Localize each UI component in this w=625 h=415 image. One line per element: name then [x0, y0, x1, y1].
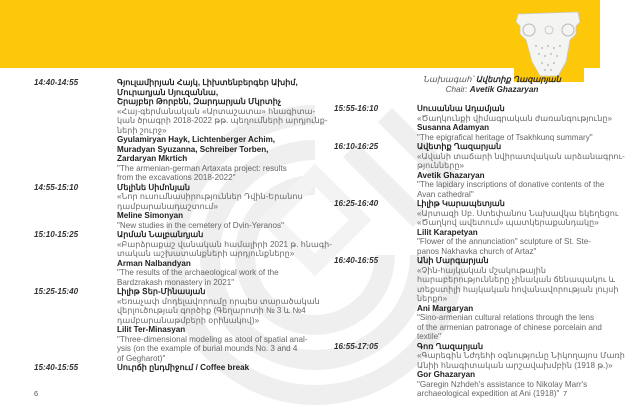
talk-title-line: from the excavations 2018-2022" — [117, 173, 236, 182]
slot-time: 16:40-16:55 — [334, 256, 379, 265]
talk-title-line: "The results of the archaeological work of the — [117, 268, 279, 277]
talk-title-line: վերլուծության գործիք (Գեղարոտի № 3 և №4 — [117, 306, 306, 315]
talk-title-line: "Three-dimensional modeling as atool of spatial anal- — [117, 334, 308, 344]
chair-label-en: Chair: — [445, 84, 468, 94]
talk-title-line: "Sino-armenian cultural relations through the lens — [417, 313, 594, 322]
talk-title-line: «Հայ-գերմանական «Արտաշատա» հնագիտա- — [117, 106, 316, 116]
speaker-or-title-line: Muradyan Syuzanna, Schreiber Torben, — [117, 144, 269, 154]
talk-title-line: Անիի հնագիտական արշավախմբին (1918 թ.)» — [417, 360, 613, 370]
slot-body — [117, 182, 303, 231]
slot-body — [417, 199, 619, 256]
speaker-or-title-line: Լիլիթ Տեր-Մինասյան — [117, 287, 206, 296]
talk-title-line: panos Nakhavka church of Artaz" — [417, 246, 537, 256]
talk-title-line: «Ավանի տաճարի նվիրատվական արձանագրու- — [417, 151, 625, 161]
slot-body — [117, 287, 320, 363]
speaker-or-title-line: Արման Նալբանդյան — [117, 230, 204, 239]
talk-title-line: «Բարձրաքաշ վանական համալիրի 2021 թ. հնագի- — [117, 239, 332, 249]
slot-body — [117, 363, 299, 373]
talk-title-line: of the armenian patronage of chinese porcelain and — [417, 322, 602, 332]
talk-title-line: Bardzrakash monastery in 2021" — [117, 277, 235, 287]
right-page — [300, 0, 625, 405]
speaker-or-title-line: Ավետիք Ղազարյան — [417, 142, 502, 151]
slot-body — [417, 142, 625, 199]
chair-line-en — [392, 85, 592, 95]
slot-time: 14:55-15:10 — [34, 182, 79, 192]
speaker-or-title-line: Մուրադյան Սյուզաննա, — [117, 87, 219, 97]
slot-body — [117, 230, 332, 287]
speaker-or-title-line: Gor Ghazaryan — [417, 370, 476, 379]
talk-title-line: "The epigrafical heritage of Tsakhkunq summary" — [417, 132, 593, 142]
speaker-or-title-line: Անի Մարգարյան — [417, 256, 489, 265]
slot-time: 15:10-15:25 — [34, 230, 79, 239]
page-number: 6 — [34, 389, 39, 398]
chair-line-hy — [392, 75, 592, 85]
slot-time: 16:10-16:25 — [334, 142, 379, 151]
slot-body — [417, 341, 625, 399]
talk-title-line: ների շուրջ» — [117, 125, 167, 135]
slot-time: 15:25-15:40 — [34, 287, 79, 296]
speaker-or-title-line: Gyulamiryan Hayk, Lichtenberger Achim, — [117, 135, 276, 144]
speaker-or-title-line: Zardaryan Mkrtich — [117, 154, 188, 163]
speaker-or-title-line: Susanna Adamyan — [417, 123, 490, 132]
speaker-or-title-line: Շրայբեր Թորբեն, Զարդարյան Մկրտիչ — [117, 97, 282, 106]
talk-title-line: «Նոր ուսումնասիրություններ Դվին-Երանոս — [117, 192, 303, 201]
talk-title-line: "New studies in the cemetery of Dvin-Yeranos" — [117, 220, 284, 230]
talk-title-line: archaeological expedition at Ani (1918)" — [417, 389, 560, 398]
talk-title-line: տեքստիլի հայկական հովանավորության լույսի — [417, 284, 619, 294]
talk-title-line: դամբարանաթմբերի օրինակով)» — [117, 315, 260, 325]
session-chair — [392, 75, 592, 94]
speaker-or-title-line: Գոռ Ղազարյան — [417, 341, 484, 351]
talk-title-line: of Gegharot)" — [117, 353, 166, 363]
slot-time: 16:55-17:05 — [334, 341, 379, 351]
chair-name-en: Avetik Ghazaryan — [469, 84, 539, 94]
speaker-or-title-line: Սուսաննա Ադամյան — [417, 104, 505, 113]
talk-title-line: տական աշխատանքների արդյունքները» — [117, 249, 295, 258]
speaker-or-title-line: Գյուլամիրյան Հայկ, Լիխտենբերգեր Ախիմ, — [117, 78, 298, 87]
page-number: 7 — [563, 389, 568, 398]
speaker-or-title-line: Lilit Karapetyan — [417, 227, 478, 237]
talk-title-line: «Արտազի Սբ. Ստեփանոս Նախավկա եկեղեցու — [417, 208, 619, 218]
speaker-or-title-line: Avetik Ghazaryan — [417, 170, 485, 180]
speaker-or-title-line: Լիլիթ Կարապետյան — [417, 199, 505, 208]
talk-title-line: «Եռաչափ մոդելավորումը որպես տարածական — [117, 296, 320, 306]
talk-title-line: "Garegin Nzhdeh's assistance to Nikolay Marr's — [417, 379, 588, 389]
slot-time: 15:55-16:10 — [334, 104, 379, 113]
talk-title-line: հարաբերությունները չինական ճենապակու և — [417, 275, 616, 284]
speaker-or-title-line: Մելինե Սիմոնյան — [117, 182, 191, 192]
talk-title-line: «Ծաղկով ավետում» պատկերաքանդակը» — [417, 218, 599, 227]
chair-label-hy: Նախագահ՝ — [423, 75, 474, 84]
talk-title-line: կան ծրագրի 2018-2022 թթ. պեղումների արդյունք- — [117, 116, 328, 125]
slot-time: 16:25-16:40 — [334, 199, 379, 208]
speaker-or-title-line: Arman Nalbandyan — [117, 258, 191, 268]
talk-title-line: ysis (on the example of burial mounds No. 3 and 4 — [117, 344, 298, 353]
speaker-or-title-line: Ani Margaryan — [417, 303, 474, 313]
talk-title-line: «Ծաղկունքի վիմագրական ժառանգությունը» — [417, 113, 612, 123]
speaker-or-title-line: Սուրճի ընդմիջում / Coffee break — [117, 363, 250, 372]
slot-time: 14:40-14:55 — [34, 78, 79, 87]
slot-body — [417, 256, 619, 342]
talk-title-line: թյունները» — [417, 161, 464, 170]
talk-title-line: դամբարանադաշտում» — [117, 201, 218, 211]
talk-title-line: ներքո» — [417, 294, 448, 303]
talk-title-line: textile" — [417, 332, 442, 341]
chair-name-hy: Ավետիք Ղազարյան — [475, 75, 561, 84]
talk-title-line: "The lapidary inscriptions of donative contents of the — [417, 180, 605, 189]
speaker-or-title-line: Meline Simonyan — [117, 211, 184, 220]
talk-title-line: Avan cathedral" — [417, 189, 474, 199]
slot-body — [117, 78, 328, 183]
speaker-or-title-line: Lilit Ter-Minasyan — [117, 325, 186, 334]
talk-title-line: "Flower of the annunciation" sculpture of St. Ste- — [417, 237, 592, 246]
talk-title-line: «Չին-հայկական մշակութային — [417, 265, 546, 275]
talk-title-line: "The armenian-german Artaxata project: results — [117, 163, 287, 173]
slot-time: 15:40-15:55 — [34, 363, 79, 372]
talk-title-line: «Գարեգին Նժդեհի օգնությունը Նիկողայոս Մառի — [417, 351, 625, 360]
slot-body — [417, 104, 612, 142]
